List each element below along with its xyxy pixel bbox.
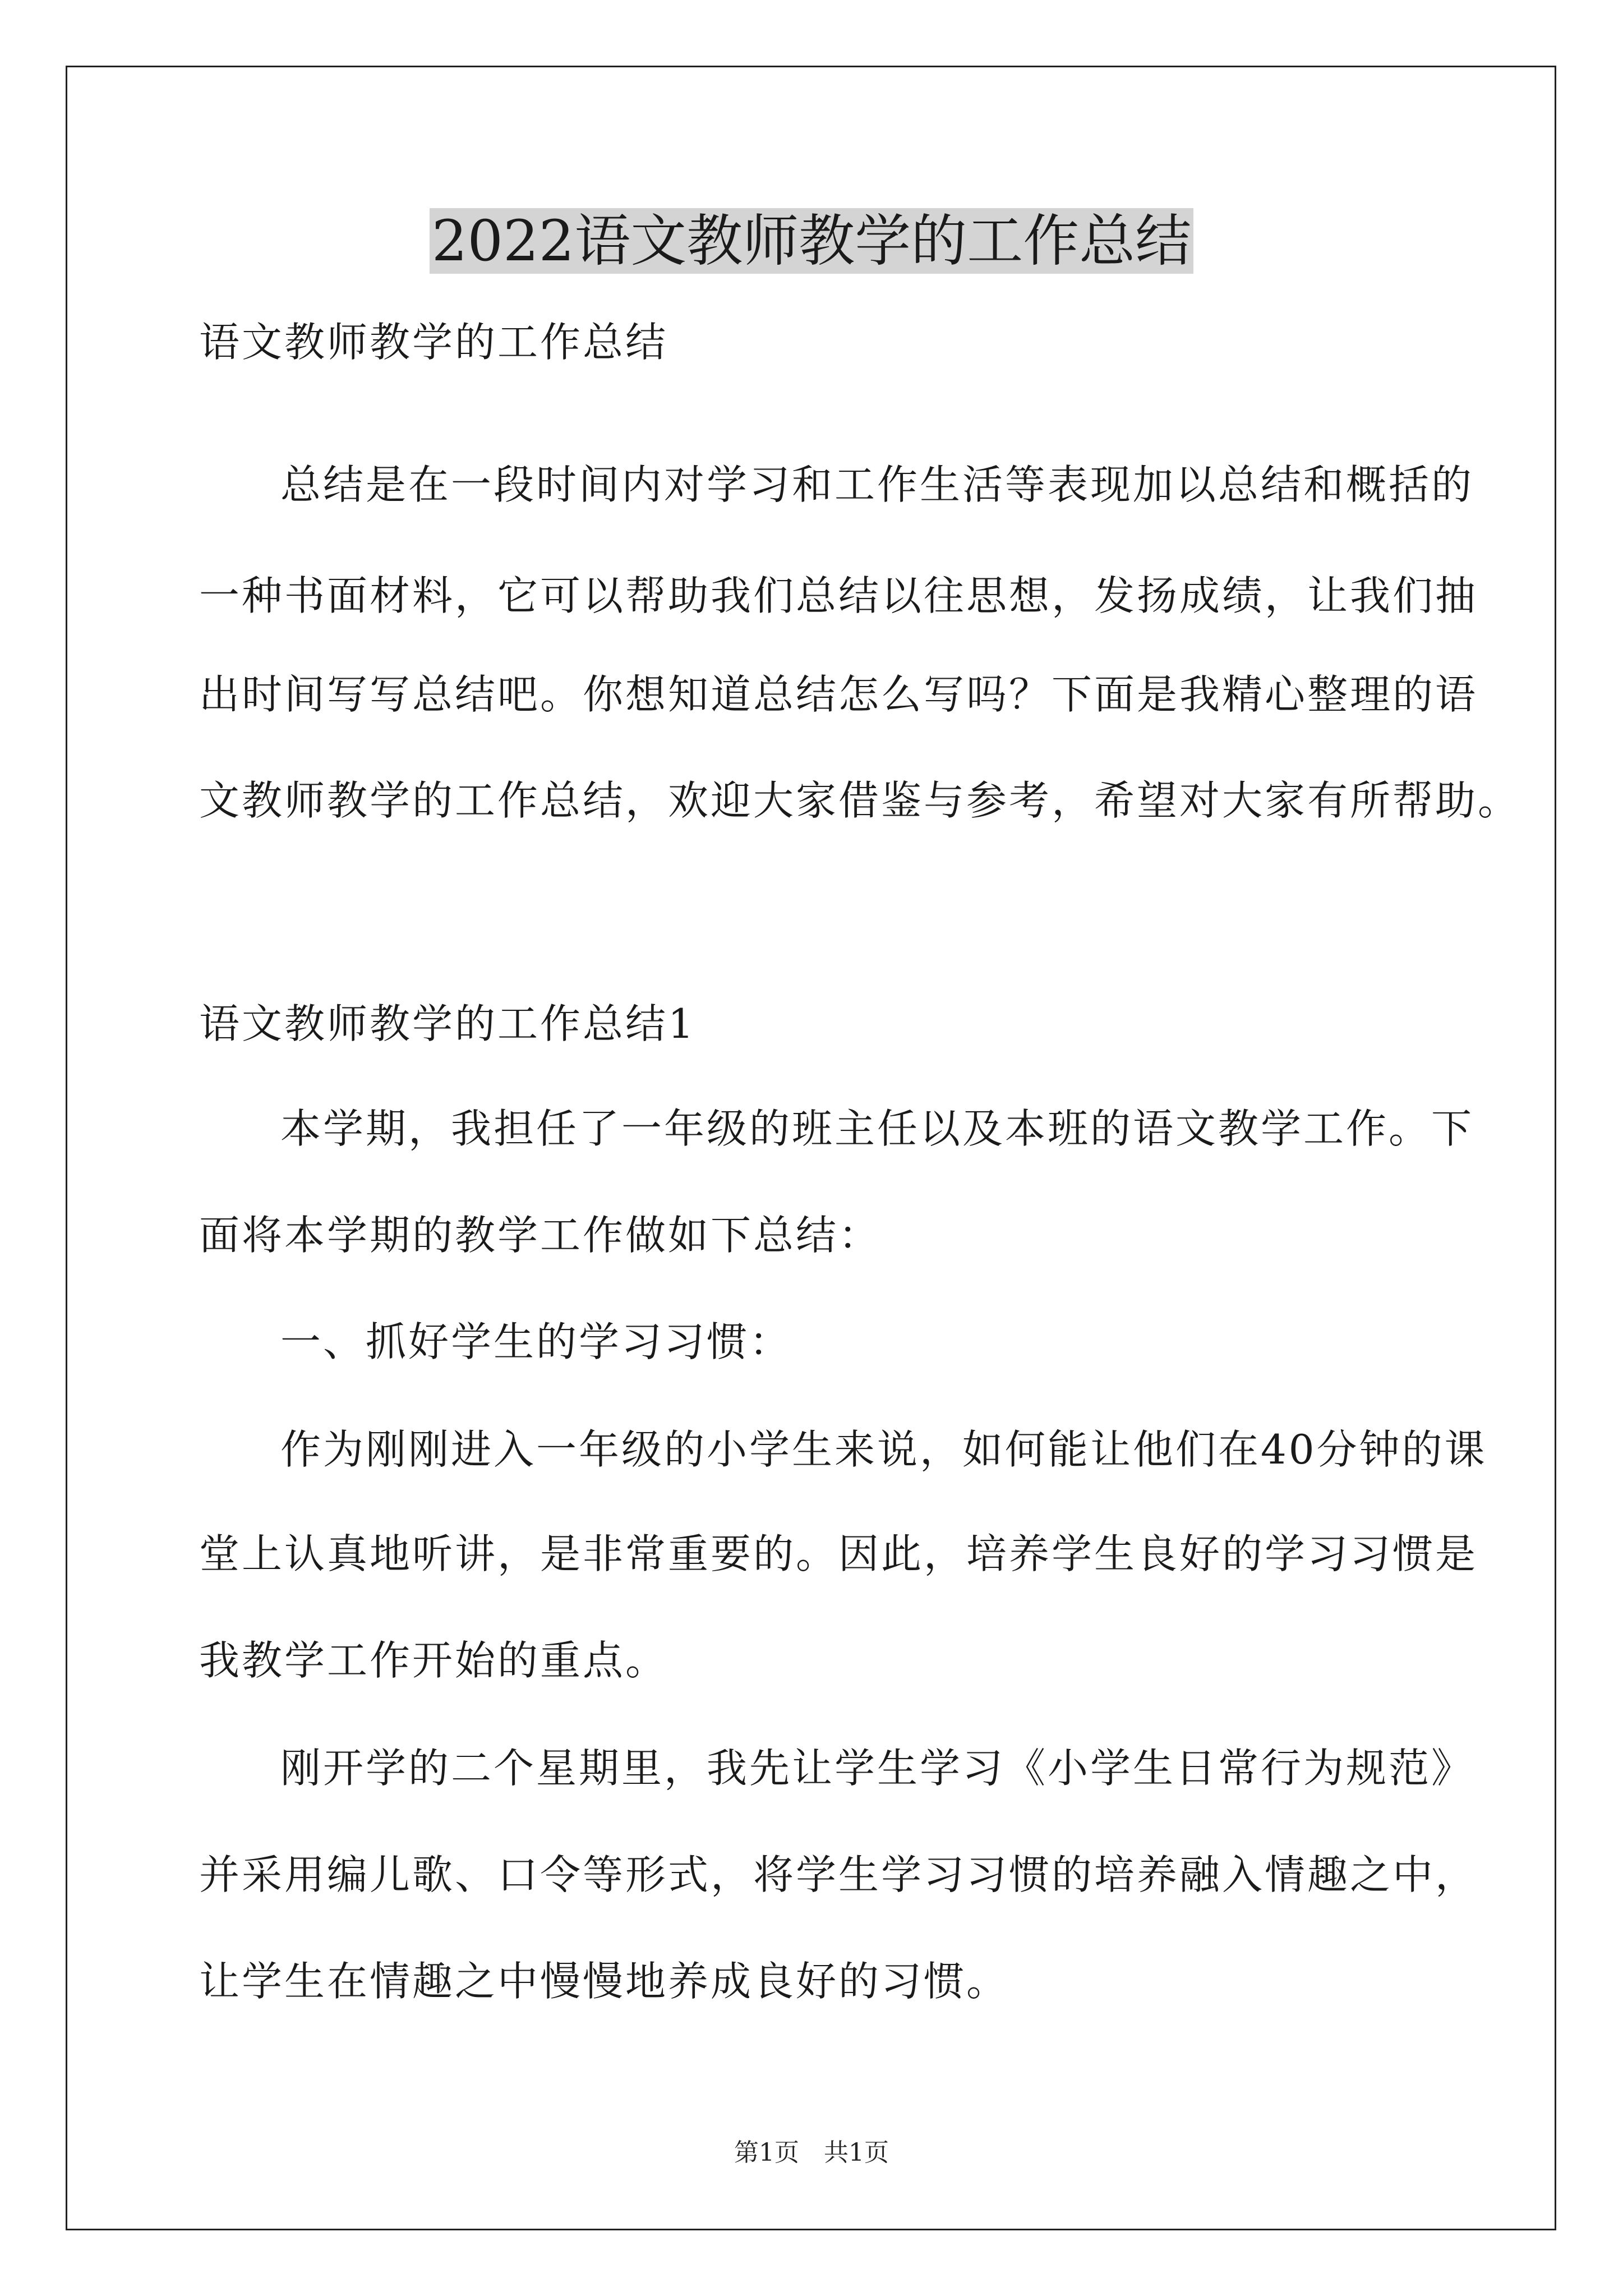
paragraph-line: 我教学工作开始的重点。 bbox=[199, 1637, 668, 1684]
paragraph-line: 一种书面材料，它可以帮助我们总结以往思想，发扬成绩，让我们抽 bbox=[199, 572, 1478, 619]
document-title bbox=[0, 202, 1623, 280]
paragraph-line: 出时间写写总结吧。你想知道总结怎么写吗？下面是我精心整理的语 bbox=[199, 671, 1478, 718]
paragraph-line: 并采用编儿歌、口令等形式，将学生学习习惯的培养融入情趣之中， bbox=[199, 1851, 1478, 1898]
document-title-text: 2022语文教师教学的工作总结 bbox=[430, 208, 1194, 274]
paragraph-line: 总结是在一段时间内对学习和工作生活等表现加以总结和概括的 bbox=[280, 461, 1474, 508]
paragraph-line: 本学期，我担任了一年级的班主任以及本班的语文教学工作。下 bbox=[280, 1105, 1474, 1152]
paragraph-line: 文教师教学的工作总结，欢迎大家借鉴与参考，希望对大家有所帮助。 bbox=[199, 777, 1521, 824]
paragraph-line: 一、抓好学生的学习习惯： bbox=[280, 1318, 792, 1365]
section-heading: 语文教师教学的工作总结1 bbox=[199, 1000, 696, 1047]
paragraph-line: 面将本学期的教学工作做如下总结： bbox=[199, 1212, 882, 1259]
paragraph-line: 让学生在情趣之中慢慢地养成良好的习惯。 bbox=[199, 1958, 1009, 2005]
paragraph-line: 堂上认真地听讲，是非常重要的。因此，培养学生良好的学习习惯是 bbox=[199, 1530, 1478, 1577]
subtitle-line: 语文教师教学的工作总结 bbox=[199, 319, 668, 366]
paragraph-line: 刚开学的二个星期里，我先让学生学习《小学生日常行为规范》 bbox=[280, 1745, 1474, 1792]
page-footer: 第1页 共1页 bbox=[734, 2138, 889, 2167]
paragraph-line: 作为刚刚进入一年级的小学生来说，如何能让他们在40分钟的课 bbox=[280, 1426, 1487, 1473]
